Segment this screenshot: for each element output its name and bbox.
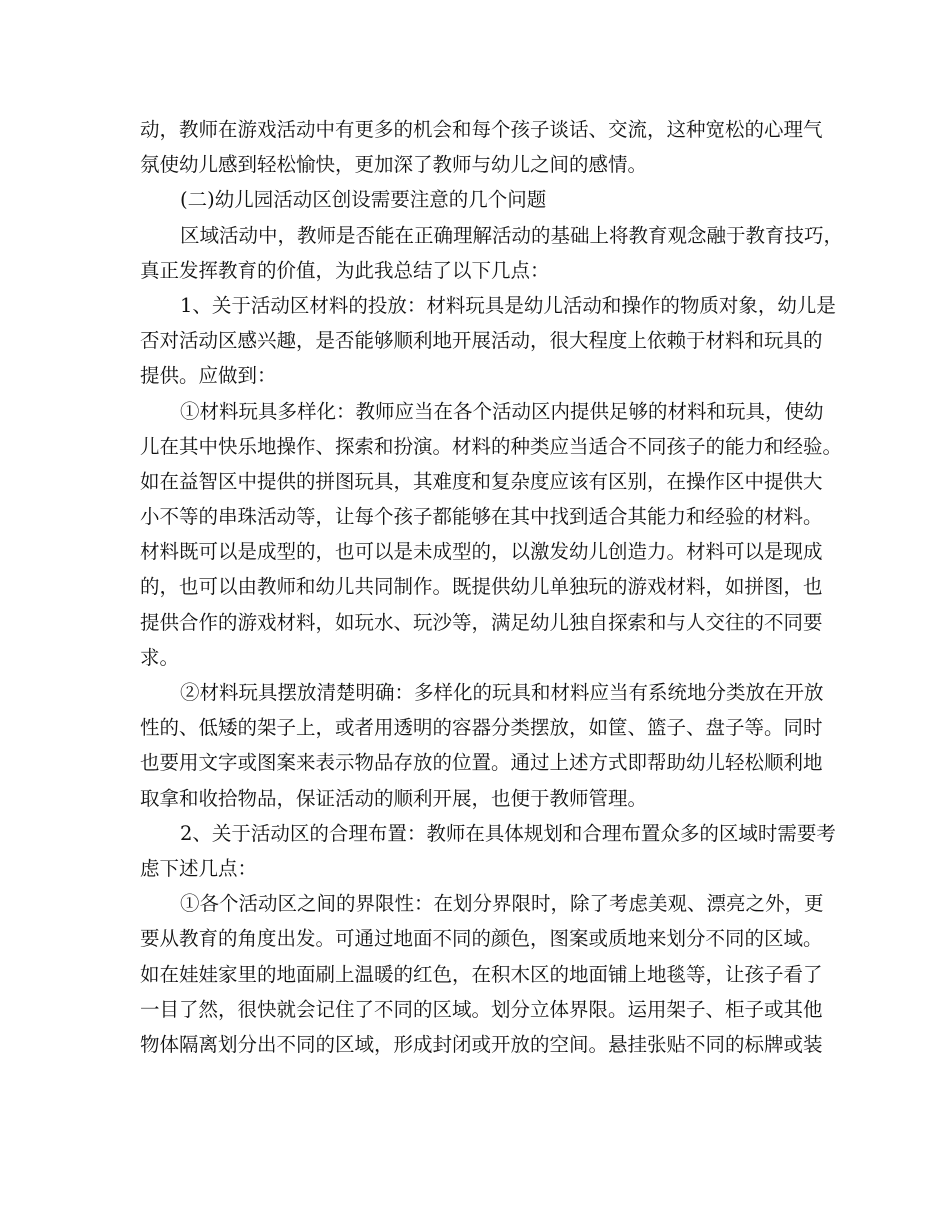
text-line: 氛使幼儿感到轻松愉快，更加深了教师与幼儿之间的感情。 bbox=[140, 153, 648, 177]
text-line: 小不等的串珠活动等，让每个孩子都能够在其中找到适合其能力和经验的材料。 bbox=[140, 505, 823, 529]
paragraph bbox=[140, 218, 844, 288]
text-line: 2、关于活动区的合理布置：教师在具体规划和合理布置众多的区域时需要考 bbox=[180, 821, 836, 845]
text-line: ②材料玩具摆放清楚明确：多样化的玩具和材料应当有系统地分类放在开放 bbox=[180, 681, 824, 704]
paragraph bbox=[140, 675, 824, 816]
text-line: 如在益智区中提供的拼图玩具，其难度和复杂度应该有区别，在操作区中提供大 bbox=[140, 469, 823, 493]
text-line: 否对活动区感兴趣，是否能够顺利地开展活动，很大程度上依赖于材料和玩具的 bbox=[140, 329, 823, 353]
text-line: 要从教育的角度出发。可通过地面不同的颜色，图案或质地来划分不同的区域。 bbox=[140, 927, 823, 951]
text-line: 材料既可以是成型的，也可以是未成型的，以激发幼儿创造力。材料可以是现成 bbox=[140, 540, 823, 564]
text-line: 动，教师在游戏活动中有更多的机会和每个孩子谈话、交流，这种宽松的心理气 bbox=[140, 118, 823, 141]
text-line: (二)幼儿园活动区创设需要注意的几个问题 bbox=[180, 188, 547, 212]
paragraph bbox=[140, 886, 824, 1062]
text-line: 性的、低矮的架子上，或者用透明的容器分类摆放，如筐、篮子、盘子等。同时 bbox=[140, 716, 823, 740]
paragraph bbox=[140, 112, 823, 182]
section-heading bbox=[140, 182, 804, 217]
paragraph bbox=[140, 816, 836, 886]
text-line: ①各个活动区之间的界限性：在划分界限时，除了考虑美观、漂亮之外，更 bbox=[180, 892, 824, 916]
text-line: 求。 bbox=[140, 645, 180, 669]
text-line: ①材料玩具多样化：教师应当在各个活动区内提供足够的材料和玩具，使幼 bbox=[180, 399, 824, 423]
text-line: 取拿和收拾物品，保证活动的顺利开展，也便于教师管理。 bbox=[140, 786, 648, 810]
text-line: 虑下述几点： bbox=[140, 856, 258, 880]
text-line: 如在娃娃家里的地面刷上温暖的红色，在积木区的地面铺上地毯等，让孩子看了 bbox=[140, 962, 823, 986]
text-line: 物体隔离划分出不同的区域，形成封闭或开放的空间。悬挂张贴不同的标牌或装 bbox=[140, 1032, 823, 1056]
text-line: 真正发挥教育的价值，为此我总结了以下几点： bbox=[140, 258, 550, 282]
document-page bbox=[140, 112, 844, 1062]
text-line: 区域活动中，教师是否能在正确理解活动的基础上将教育观念融于教育技巧， bbox=[180, 223, 844, 247]
text-line: 一目了然，很快就会记住了不同的区域。划分立体界限。运用架子、柜子或其他 bbox=[140, 997, 823, 1021]
paragraph bbox=[140, 288, 836, 394]
text-line: 的，也可以由教师和幼儿共同制作。既提供幼儿单独玩的游戏材料，如拼图，也 bbox=[140, 575, 823, 599]
paragraph bbox=[140, 394, 843, 676]
text-line: 也要用文字或图案来表示物品存放的位置。通过上述方式即帮助幼儿轻松顺利地 bbox=[140, 751, 823, 775]
text-line: 1、关于活动区材料的投放：材料玩具是幼儿活动和操作的物质对象，幼儿是 bbox=[180, 293, 836, 317]
text-line: 提供合作的游戏材料，如玩水、玩沙等，满足幼儿独自探索和与人交往的不同要 bbox=[140, 610, 823, 634]
text-line: 提供。应做到： bbox=[140, 364, 277, 388]
text-line: 儿在其中快乐地操作、探索和扮演。材料的种类应当适合不同孩子的能力和经验。 bbox=[140, 434, 843, 458]
